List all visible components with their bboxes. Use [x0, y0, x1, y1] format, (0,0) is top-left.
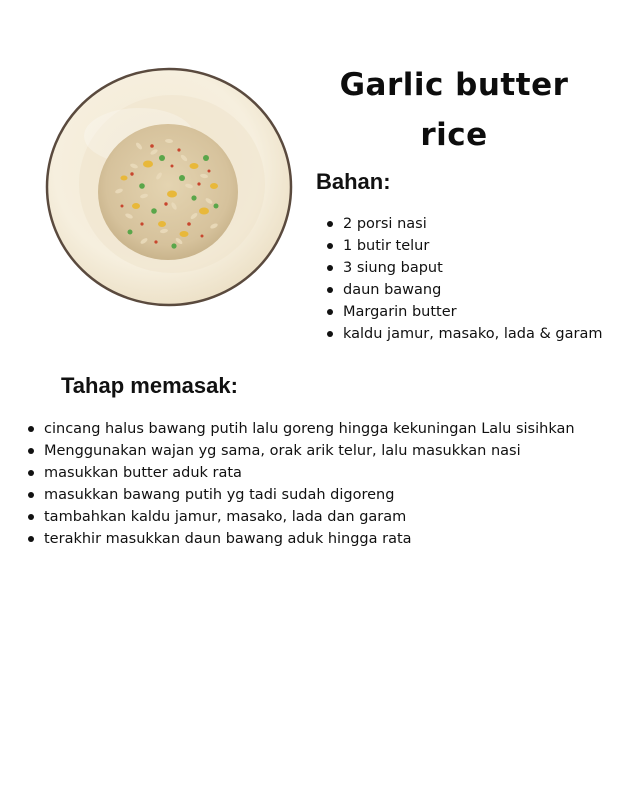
ingredient-text: 3 siung baput: [343, 260, 443, 276]
ingredient-text: daun bawang: [343, 282, 442, 298]
bullet-icon: [327, 221, 333, 227]
bullet-icon: [28, 448, 34, 454]
bullet-icon: [28, 514, 34, 520]
ingredient-text: 2 porsi nasi: [343, 216, 427, 232]
step-text: terakhir masukkan daun bawang aduk hingga rata: [44, 531, 412, 547]
ingredient-text: 1 butir telur: [343, 238, 430, 254]
bullet-icon: [28, 536, 34, 542]
ingredient-item: [326, 235, 602, 257]
bullet-icon: [327, 243, 333, 249]
step-text: cincang halus bawang putih lalu goreng hingga kekuningan Lalu sisihkan: [44, 421, 575, 437]
steps-list: [27, 418, 575, 550]
step-item: [27, 418, 575, 440]
fried-rice-bowl-icon: [44, 66, 294, 308]
step-item: [27, 506, 575, 528]
ingredient-item: [326, 301, 602, 323]
ingredient-text: Margarin butter: [343, 304, 457, 320]
steps-heading: Tahap memasak:: [61, 373, 238, 398]
ingredient-item: [326, 279, 602, 301]
ingredients-list: [326, 213, 602, 345]
ingredient-text: kaldu jamur, masako, lada & garam: [343, 326, 603, 342]
step-text: masukkan butter aduk rata: [44, 465, 242, 481]
step-item: [27, 462, 575, 484]
ingredient-item: [326, 257, 602, 279]
ingredient-item: [326, 213, 602, 235]
step-item: [27, 484, 575, 506]
step-text: tambahkan kaldu jamur, masako, lada dan garam: [44, 509, 407, 525]
bullet-icon: [28, 426, 34, 432]
bullet-icon: [327, 265, 333, 271]
bullet-icon: [327, 309, 333, 315]
bullet-icon: [327, 331, 333, 337]
bullet-icon: [28, 492, 34, 498]
step-item: [27, 440, 575, 462]
dish-photo: [44, 66, 294, 308]
ingredient-item: [326, 323, 602, 345]
step-item: [27, 528, 575, 550]
bullet-icon: [28, 470, 34, 476]
bullet-icon: [327, 287, 333, 293]
recipe-title: Garlic butter rice: [339, 67, 569, 153]
ingredients-heading: Bahan:: [316, 169, 391, 194]
step-text: Menggunakan wajan yg sama, orak arik telur, lalu masukkan nasi: [44, 443, 521, 459]
step-text: masukkan bawang putih yg tadi sudah digoreng: [44, 487, 395, 503]
